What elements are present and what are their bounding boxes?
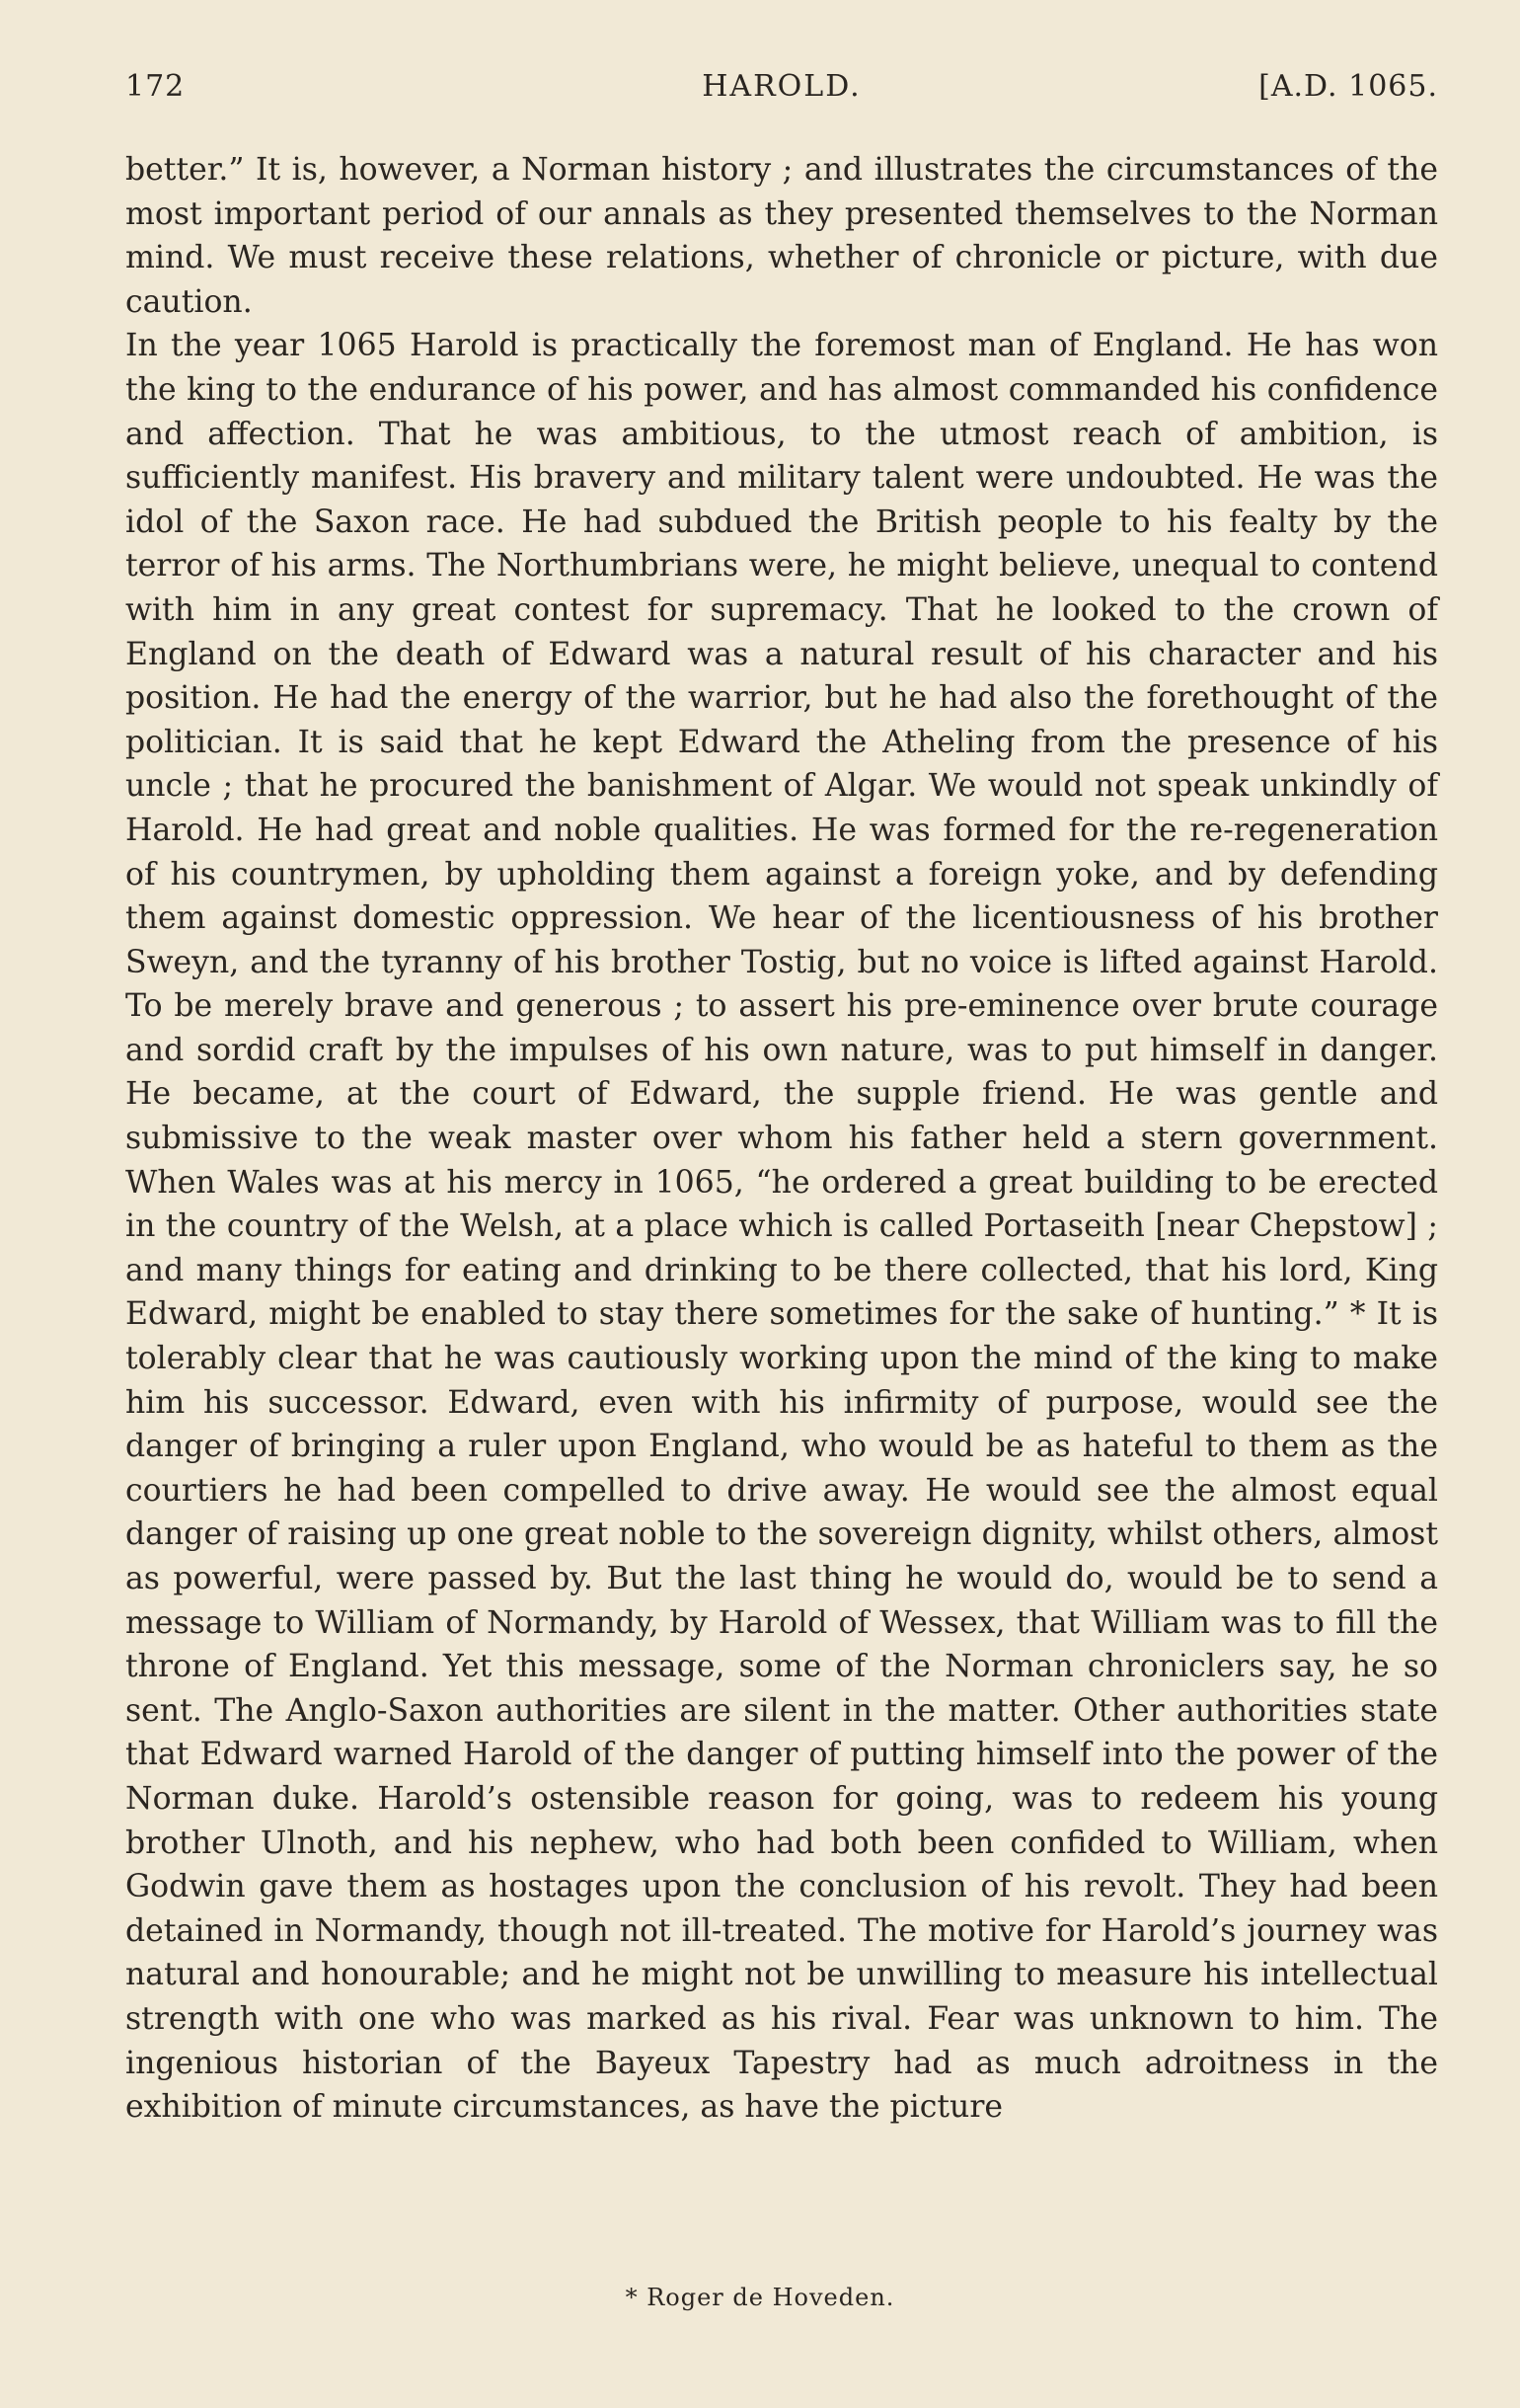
running-title: HAROLD.	[702, 69, 862, 104]
body-text	[125, 148, 1438, 2130]
paragraph: better.” It is, however, a Norman history ; and illustrates the circumstances of the most important period of our annals as they presented themselves to the Norman mind. We must receive these relations, whether of chronicle or picture, with due caution.	[125, 152, 1438, 320]
running-year: [A.D. 1065.	[1258, 69, 1438, 104]
paragraph: In the year 1065 Harold is practically the foremost man of England. He has won the king to the endurance of his power, and has almost commanded his confidence and affection. That he was ambitious, to the utmost reach of ambition, is sufficiently manifest. His bravery and military talent were undoubted. He was the idol of the Saxon race. He had subdued the British people to his fealty by the terror of his arms. The Northumbrians were, he might believe, unequal to contend with him in any great contest for supremacy. That he looked to the crown of England on the death of Edward was a natural result of his character and his position. He had the energy of the warrior, but he had also the forethought of the politician. It is said that he kept Edward the Atheling from the presence of his uncle ; that he procured the banishment of Algar. We would not speak unkindly of Harold. He had great and noble qualities. He was formed for the re-regeneration of his countrymen, by upholding them against a foreign yoke, and by defending them against domestic oppression. We hear of the licentiousness of his brother Sweyn, and the tyranny of his brother Tostig, but no voice is lifted against Harold. To be merely brave and generous ; to assert his pre-eminence over brute courage and sordid craft by the impulses of his own nature, was to put himself in danger. He became, at the court of Edward, the supple friend. He was gentle and submissive to the weak master over whom his father held a stern government. When Wales was at his mercy in 1065, “he ordered a great building to be erected in the country of the Welsh, at a place which is called Portaseith [near Chepstow] ; and many things for eating and drinking to be there collected, that his lord, King Edward, might be enabled to stay there sometimes for the sake of hunting.” * It is tolerably clear that he was cautiously working upon the mind of the king to make him his successor. Edward, even with his infirmity of purpose, would see the danger of bringing a ruler upon England, who would be as hateful to them as the courtiers he had been compelled to drive away. He would see the almost equal danger of raising up one great noble to the sovereign dignity, whilst others, almost as powerful, were passed by. But the last thing he would do, would be to send a message to William of Normandy, by Harold of Wessex, that William was to fill the throne of England. Yet this message, some of the Norman chroniclers say, he so sent. The Anglo-Saxon authorities are silent in the matter. Other authorities state that Edward warned Harold of the danger of putting himself into the power of the Norman duke. Harold’s ostensible reason for going, was to redeem his young brother Ulnoth, and his nephew, who had both been confided to William, when Godwin gave them as hostages upon the conclusion of his revolt. They had been detained in Normandy, though not ill-treated. The motive for Harold’s journey was natural and honourable; and he might not be unwilling to measure his intellectual strength with one who was marked as his rival. Fear was unknown to him. The ingenious historian of the Bayeux Tapestry had as much adroitness in the exhibition of minute circumstances, as have the picture	[125, 328, 1438, 2126]
footnote: * Roger de Hoveden.	[625, 2284, 895, 2311]
page-number: 172	[125, 69, 186, 104]
running-head	[125, 69, 1438, 118]
